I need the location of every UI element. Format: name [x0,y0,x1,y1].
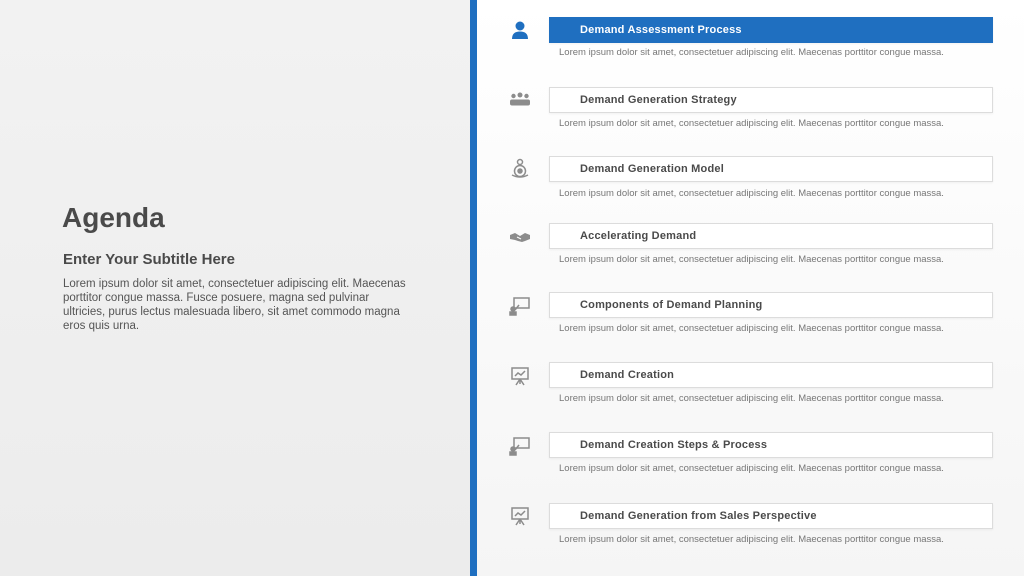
agenda-item-label: Demand Generation Model [580,163,724,175]
agenda-item-2[interactable] [549,156,993,182]
group-icon [508,88,532,112]
agenda-item-label: Demand Assessment Process [580,24,742,36]
agenda-item-label: Demand Generation Strategy [580,94,737,106]
agenda-item-desc: Lorem ipsum dolor sit amet, consectetuer adipiscing elit. Maecenas porttitor congue massa. [559,534,944,545]
agenda-item-label: Accelerating Demand [580,230,697,242]
agenda-item-label: Demand Creation Steps & Process [580,439,768,451]
agenda-item-7[interactable] [549,503,993,529]
person-icon [508,18,532,42]
agenda-item-desc: Lorem ipsum dolor sit amet, consectetuer adipiscing elit. Maecenas porttitor congue massa. [559,47,944,58]
agenda-item-desc: Lorem ipsum dolor sit amet, consectetuer adipiscing elit. Maecenas porttitor congue massa. [559,323,944,334]
agenda-item-desc: Lorem ipsum dolor sit amet, consectetuer adipiscing elit. Maecenas porttitor congue massa. [559,254,944,265]
intro-paragraph: Lorem ipsum dolor sit amet, consectetuer adipiscing elit. Maecenas porttitor congue massa. Fusce posuere, magna sed pulvinar ultricies, purus lectus malesuada libero, sit amet commodo magna eros quis urna. [63,278,406,332]
agenda-item-1[interactable] [549,87,993,113]
agenda-item-6[interactable] [549,432,993,458]
agenda-item-label: Components of Demand Planning [580,299,763,311]
page-subtitle: Enter Your Subtitle Here [63,251,235,268]
presenter-icon [508,434,532,458]
handshake-icon [508,225,532,249]
agenda-item-desc: Lorem ipsum dolor sit amet, consectetuer adipiscing elit. Maecenas porttitor congue massa. [559,393,944,404]
agenda-item-label: Demand Creation [580,369,675,381]
agenda-item-0[interactable] [549,17,993,43]
agenda-item-4[interactable] [549,292,993,318]
page-title: Agenda [62,202,165,233]
idea-cycle-icon [508,156,532,180]
agenda-item-desc: Lorem ipsum dolor sit amet, consectetuer adipiscing elit. Maecenas porttitor congue massa. [559,463,944,474]
easel-chart-icon [508,504,532,528]
agenda-item-desc: Lorem ipsum dolor sit amet, consectetuer adipiscing elit. Maecenas porttitor congue massa. [559,118,944,129]
agenda-item-5[interactable] [549,362,993,388]
easel-chart-icon [508,364,532,388]
accent-divider [470,0,477,576]
presenter-icon [508,294,532,318]
agenda-item-label: Demand Generation from Sales Perspective [580,510,817,522]
agenda-item-desc: Lorem ipsum dolor sit amet, consectetuer adipiscing elit. Maecenas porttitor congue massa. [559,188,944,199]
agenda-item-3[interactable] [549,223,993,249]
